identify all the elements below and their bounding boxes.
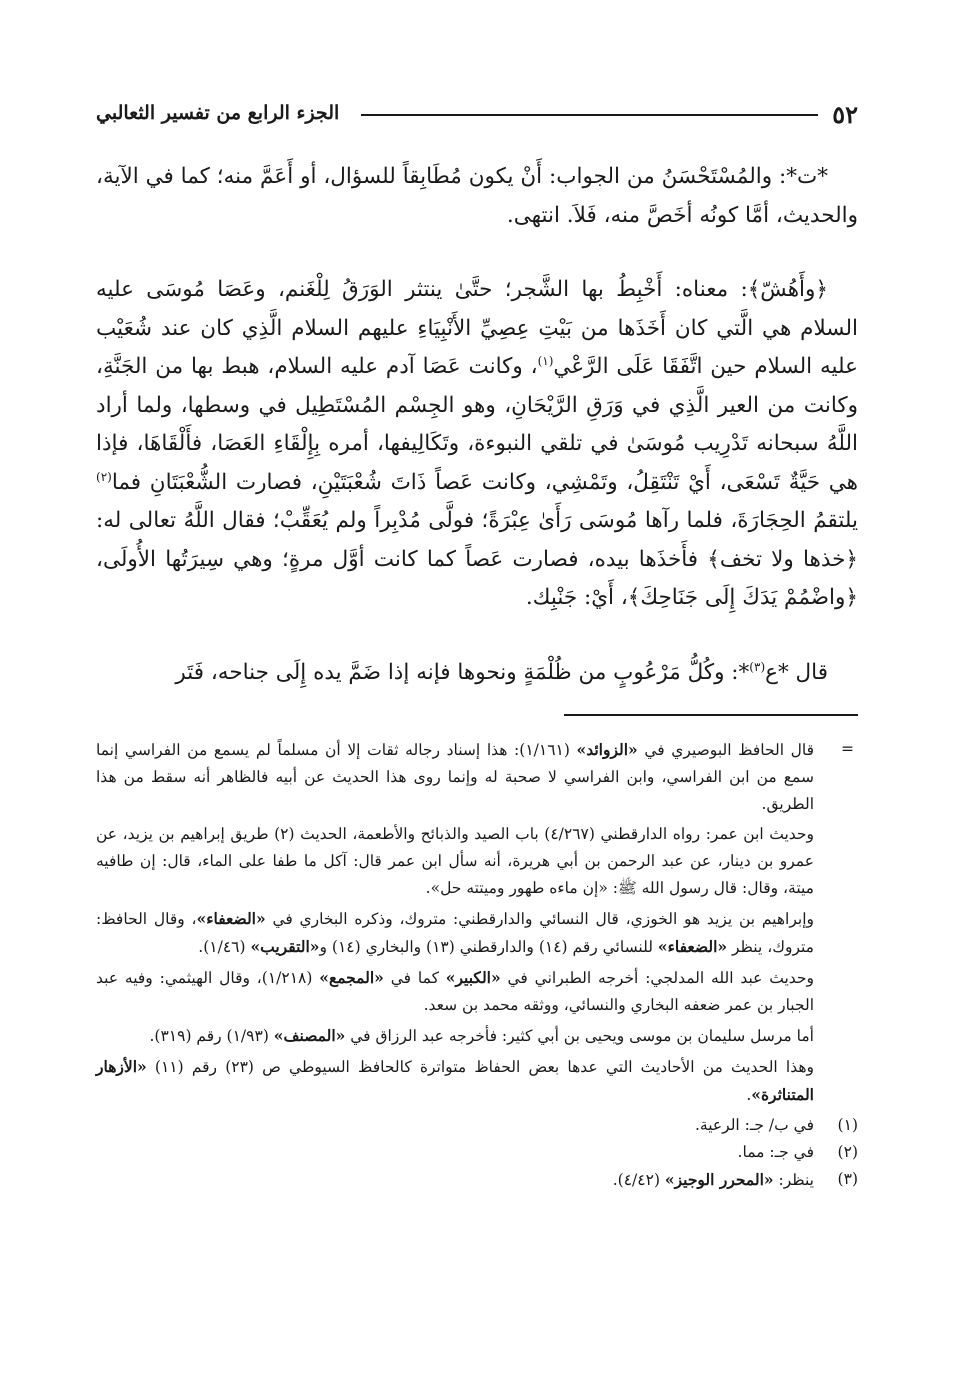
fn-text: وحديث ابن عمر: رواه الدارقطني (٤/٢٦٧) باب الصيد والذبائح والأطعمة، الحديث (٢) طريق إبراهيم بن يزيد، عن عمرو بن دينار، عن عبد الرحمن بن أبي هريرة، أنه سأل ابن عمر قال: آكل ما طفا على الماء، قال: إن طافيه ميتة، وقال: قال رسول الله ﷺ: «إن ماءه طهور وميتته حل». (96, 825, 814, 897)
running-header (96, 96, 858, 136)
fn-text: قال الحافظ البوصيري في (637, 741, 815, 759)
fn-text: وإبراهيم بن يزيد هو الخوزي، قال النسائي والدارقطني: متروك، وذكره البخاري في (265, 910, 814, 928)
footnote-1 (96, 1112, 858, 1139)
fn-source-title: «المصنف» (273, 1026, 346, 1045)
footnote-2-text: في جـ: مما. (737, 1143, 814, 1161)
paragraph-1-text: *ت*: والمُسْتَحْسَنُ من الجواب: أَنْ يكون مُطَابِقاً للسؤال، أو أَعَمَّ منه؛ كما في الآية، والحديث، أمَّا كونُه أخَصَّ منه، فَلاَ. انتهى. (96, 164, 858, 228)
fn-source-title: «الكبير» (445, 968, 501, 987)
paragraph-1 (96, 158, 858, 235)
fn-source-title: «المجمع» (319, 968, 384, 987)
fn-text: (١/١٦١): هذا إسناد رجاله ثقات إلا أن مسلماً لم يسمع من الفراسي إنما سمع من ابن الفراسي، وابن الفراسي لا صحبة له وإنما روى هذا الحديث عن أبيه فالظاهر أنه سقط من هذا الطريق. (96, 741, 814, 813)
fn-text: (١/٩٣) رقم (٣١٩). (149, 1027, 274, 1045)
footnote-ref-1[interactable]: (١) (537, 353, 554, 368)
paragraph-2-part-a: ﴿وأَهُشّ﴾: معناه: أَخْبِطُ بها الشَّجر؛ حتَّىٰ ينتثر الوَرَقُ لِلْغَنم، وعَصَا مُوسَى عليه السلام هي الَّتي كان أَخَذَها من بَيْتِ عِصِيِّ الأَنْبِيَاءِ عليهم السلام الَّذِي كان عند شُعَيْب عليه السلام حين اتَّفَقَا عَلَى الرَّعْي (96, 277, 858, 379)
footnote-continuation-2 (96, 821, 858, 902)
footnote-3-number: (٣) (837, 1170, 858, 1188)
paragraph-2-part-b: ، وكانت عَصَا آدم عليه السلام، هبط بها من الجَنَّةِ، وكانت من العير الَّذِي في وَرَقِ الرَّيْحَانِ، وهو الجِسْم المُسْتَطِيل في وسطها، ولما أراد اللَّهُ سبحانه تَدْرِيب مُوسَىٰ في تلقي النبوءة، وتَكَالِيفها، أمره بِإِلْقَاءِ العَصَا، فأَلْقَاهَا، فإذا هي حَيَّةٌ تَسْعَى، أَيْ تَنْتَقِلُ، وتَمْشِي، وكانت عَصاً ذَاتَ شُعْبَتَيْنِ، فصارت الشُّعْبَتَانِ فما (96, 354, 858, 495)
footnote-1-text: في ب/ جـ: الرعية. (694, 1116, 814, 1134)
fn-text: وحديث عبد الله المدلجي: أخرجه الطبراني في (500, 969, 814, 987)
footnote-2-number: (٢) (837, 1143, 858, 1161)
footnote-continuation-5 (96, 1022, 858, 1050)
main-text (96, 158, 858, 692)
footnote-continuation-1 (96, 736, 858, 818)
paragraph-3-part-a: قال *ع (765, 659, 828, 685)
fn-text: (١/٤٦). (198, 938, 251, 956)
paragraph-3 (96, 654, 858, 693)
paragraph-2 (96, 271, 858, 618)
header-title: الجزء الرابع من تفسير الثعالبي (96, 102, 340, 124)
footnote-continuation-3 (96, 905, 858, 961)
footnote-separator (564, 714, 858, 716)
footnote-ref-3[interactable]: (٣) (749, 659, 766, 674)
footnote-2 (96, 1139, 858, 1166)
fn-source-title: «الأزهار المتناثرة» (96, 1057, 814, 1104)
footnote-continuation-6 (96, 1053, 858, 1109)
footnotes (96, 736, 858, 1194)
fn-source-title: «الزوائد» (576, 740, 638, 759)
fn-source-title: «الضعفاء» (657, 937, 728, 956)
header-rule (361, 114, 818, 116)
continuation-mark: = (841, 740, 854, 758)
fn-text: كما في (383, 969, 446, 987)
paragraph-2-part-c: يلتقمُ الحِجَارَةَ، فلما رآها مُوسَى رَأَىٰ عِبْرَةً؛ فولَّى مُدْبِراً ولم يُعَقِّبْ؛ فقال اللَّهُ تعالى له: ﴿خذها ولا تخف﴾ فأَخذَها بيده، فصارت عَصاً كما كانت أوَّل مرةٍ؛ وهي سِيرَتُها الأُولَى، ﴿واضْمُمْ يَدَكَ إِلَى جَنَاحِكَ﴾، أَيْ: جَنْبِك. (96, 508, 859, 610)
page-number: ٥٢ (832, 100, 858, 129)
fn-text: ، وقال الحافظ: متروك، ينظر (96, 910, 814, 956)
fn-source-title: «الضعفاء» (196, 909, 266, 928)
paragraph-3-part-b: *: وكُلُّ مَرْعُوبٍ من ظُلْمَةٍ ونحوها فإنه إذا ضَمَّ يده إِلَى جناحه، فَتَر (175, 659, 750, 685)
footnote-continuation-4 (96, 964, 858, 1019)
footnote-ref-2[interactable]: (٢) (96, 469, 112, 484)
fn-text: للنسائي رقم (١٤) والدارقطني (١٣) والبخاري (١٤) و (319, 938, 658, 956)
footnote-3-tail: (٤/٤٢). (612, 1171, 665, 1189)
footnote-3 (96, 1166, 858, 1194)
fn-text: (١/٢١٨)، وقال الهيثمي: وفيه عبد الجبار بن عمر ضعفه البخاري والنسائي، ووثقه محمد بن سعد. (96, 969, 814, 1014)
footnote-3-text: ينظر: (773, 1171, 814, 1189)
footnote-1-number: (١) (837, 1116, 858, 1134)
fn-text: . (746, 1086, 752, 1104)
fn-text: وهذا الحديث من الأحاديث التي عدها بعض الحفاظ متواترة كالحافظ السيوطي ص (٢٣) رقم (١١) (146, 1058, 814, 1076)
fn-source-title: «التقريب» (250, 937, 320, 956)
footnote-3-source: «المحرر الوجيز» (664, 1170, 774, 1189)
fn-text: أما مرسل سليمان بن موسى ويحيى بن أبي كثير: فأخرجه عبد الرزاق في (345, 1027, 814, 1045)
